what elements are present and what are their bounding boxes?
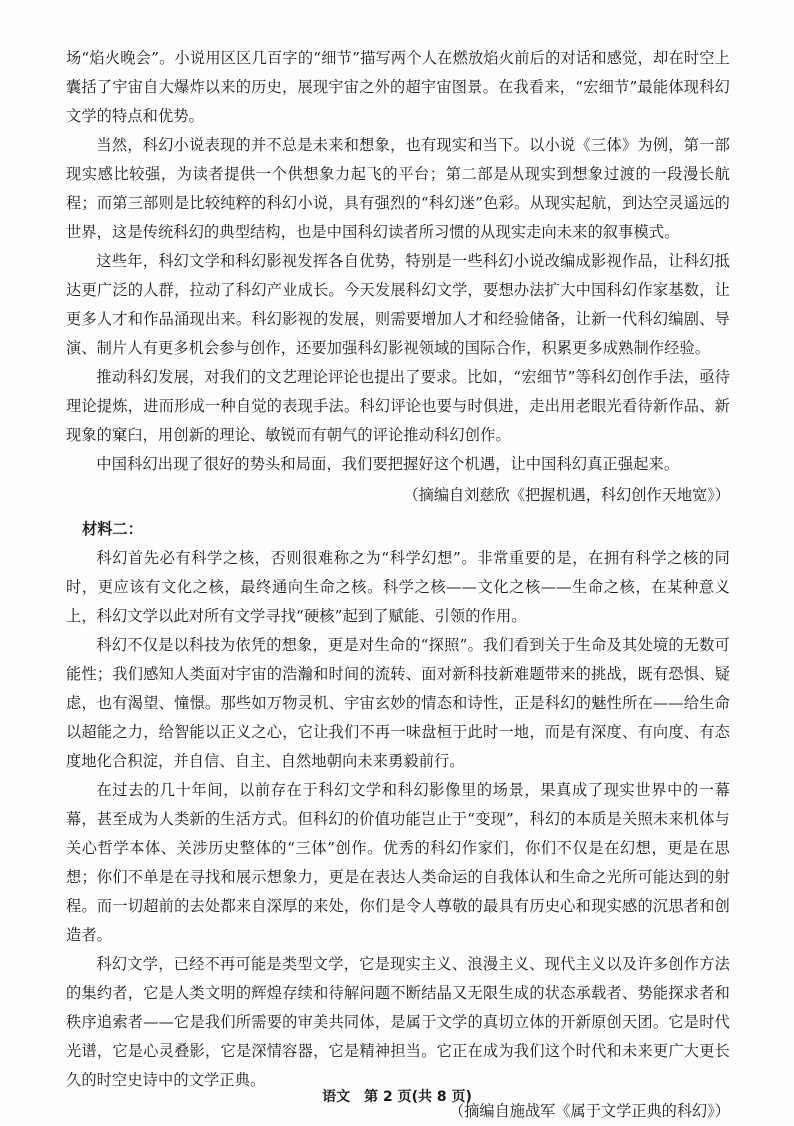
material1-paragraph-1: 场“焰火晚会”。小说用区区几百字的“细节”描写两个人在燃放焰火前后的对话和感觉，却在时空上囊括了宇宙自大爆炸以来的历史，展现宇宙之外的超宇宙图景。在我看来，“宏细节”最能体现科幻文学的特点和优势。 [66, 49, 730, 125]
page-content [66, 44, 730, 1126]
material1-paragraph-2: 当然，科幻小说表现的并不总是未来和想象，也有现实和当下。以小说《三体》为例，第一部现实感比较强，为读者提供一个供想象力起飞的平台；第二部是从现实到想象过渡的一段漫长航程；而第三部则是比较纯粹的科幻小说，具有强烈的“科幻迷”色彩。从现实起航，到达空灵遥远的世界，这是传统科幻的典型结构，也是中国科幻读者所习惯的从现实走向未来的叙事模式。 [66, 136, 730, 241]
page-footer: 语文 第 2 页(共 8 页) [322, 1089, 472, 1105]
material2-paragraph-3: 在过去的几十年间，以前存在于科幻文学和科幻影像里的场景，果真成了现实世界中的一幕幕，甚至成为人类新的生活方式。但科幻的价值功能岂止于“变现”，科幻的本质是关照未来机体与关心哲学本体、关涉历史整体的“三体”创作。优秀的科幻作家们，你们不仅是在幻想，更是在思想；你们不单是在寻找和展示想象力，更是在表达人类命运的自我体认和生命之光所可能达到的射程。而一切超前的去处都来自深厚的来处，你们是令人尊敬的最具有历史心和现实感的沉思者和创造者。 [66, 781, 730, 944]
material1-paragraph-3: 这些年，科幻文学和科幻影视发挥各自优势，特别是一些科幻小说改编成影视作品，让科幻抵达更广泛的人群，拉动了科幻产业成长。今天发展科幻文学，要想办法扩大中国科幻作家基数，让更多人才和作品涌现出来。科幻影视的发展，则需要增加人才和经验储备，让新一代科幻编剧、导演、制片人有更多机会参与创作，还要加强科幻影视领域的国际合作，积累更多成熟制作经验。 [66, 252, 730, 357]
material1-paragraph-4: 推动科幻发展，对我们的文艺理论评论也提出了要求。比如，“宏细节”等科幻创作手法，亟待理论提炼，进而形成一种自觉的表现手法。科幻评论也要与时俱进，走出用老眼光看待新作品、新现象的窠臼，用创新的理论、敏锐而有朝气的评论推动科幻创作。 [66, 368, 730, 444]
material1-paragraph-5: 中国科幻出现了很好的势头和局面，我们要把握好这个机遇，让中国科幻真正强起来。 [96, 455, 680, 473]
material1-source: （摘编自刘慈欣《把握机遇，科幻创作天地宽》） [403, 486, 730, 504]
material2-source: （摘编自施战军《属于文学正典的科幻》） [449, 1102, 730, 1120]
material2-paragraph-1: 科幻首先必有科学之核，否则很难称之为“科学幻想”。非常重要的是，在拥有科学之核的同时，更应该有文化之核，最终通向生命之核。科学之核——文化之核——生命之核，在某种意义上，科幻文学以此对所有文学寻找“硬核”起到了赋能、引领的作用。 [66, 549, 730, 625]
material2-heading: 材料二： [82, 520, 143, 538]
material2-paragraph-2: 科幻不仅是以科技为依凭的想象，更是对生命的“探照”。我们看到关于生命及其处境的无数可能性；我们感知人类面对宇宙的浩瀚和时间的流转、面对新科技新难题带来的挑战，既有恐惧、疑虑，也有渴望、憧憬。那些如万物灵机、宇宙玄妙的情态和诗性，正是科幻的魅性所在——给生命以超能之力，给智能以正义之心，它让我们不再一味盘桓于此时一地，而是有深度、有向度、有态度地化合积淀，并自信、自主、自然地朝向未来勇毅前行。 [66, 636, 730, 770]
material2-paragraph-4: 科幻文学，已经不再可能是类型文学，它是现实主义、浪漫主义、现代主义以及许多创作方法的集约者，它是人类文明的辉煌存续和待解问题不断结晶又无限生成的状态承载者、势能探求者和秩序追索者——它是我们所需要的审美共同体，是属于文学的真切立体的开新原创天团。它是时代光谱，它是心灵叠影，它是深情容器，它是精神担当。它正在成为我们这个时代和未来更广大更长久的时空史诗中的文学正典。 [66, 955, 730, 1089]
